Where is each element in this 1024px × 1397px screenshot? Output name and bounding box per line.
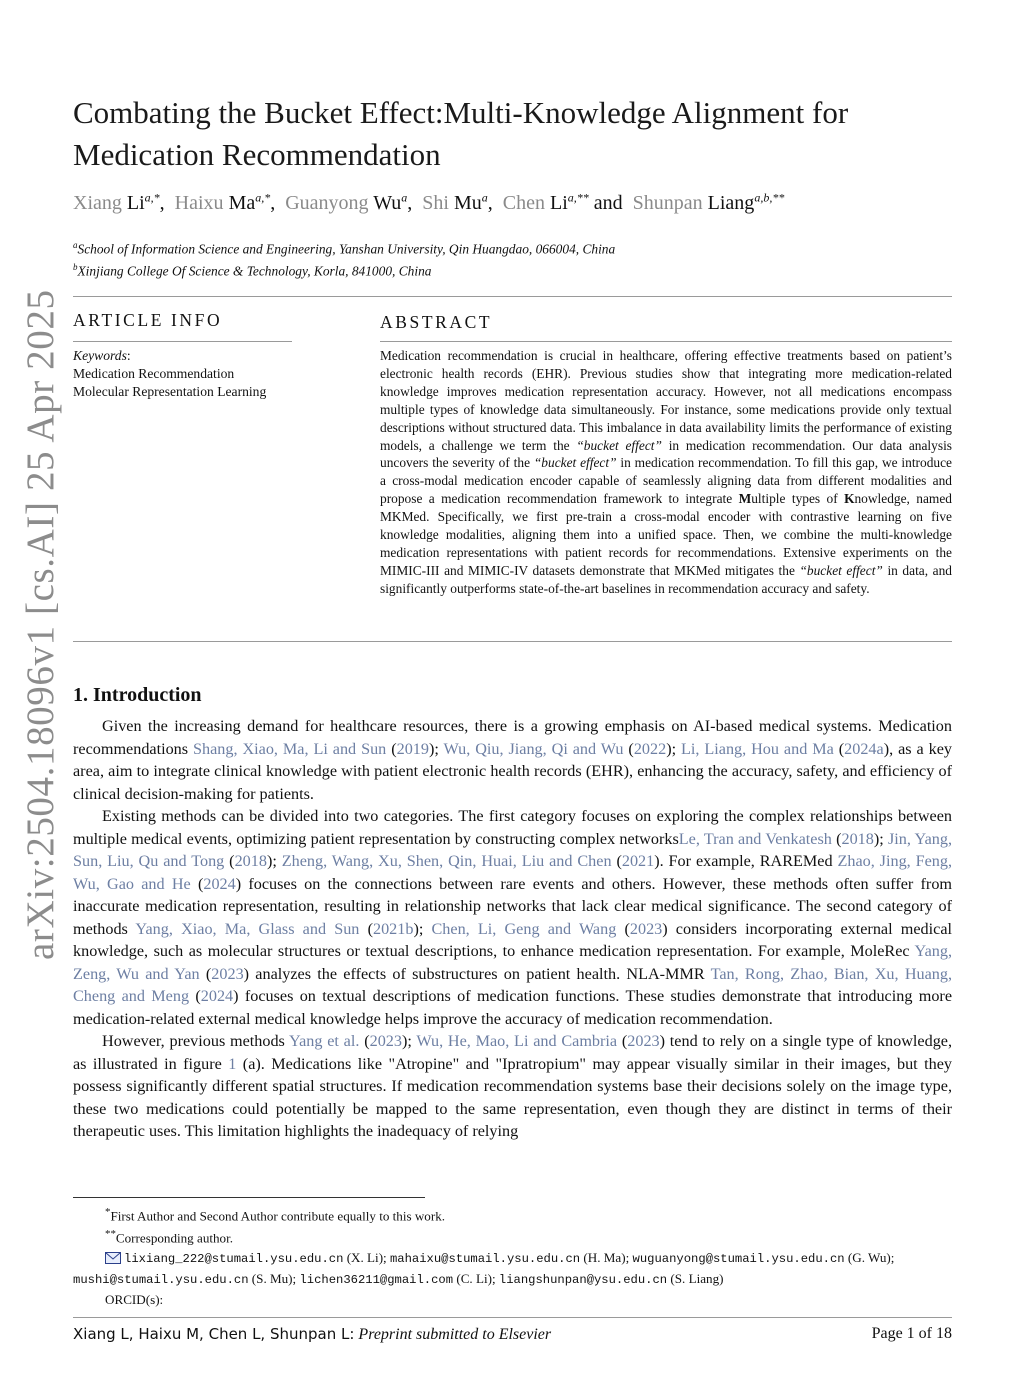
citation-link[interactable]: 2019 xyxy=(396,739,429,758)
text-run: ). For example, RAREMed xyxy=(654,852,838,870)
email-link[interactable]: wuguanyong@stumail.ysu.edu.cn xyxy=(632,1251,845,1266)
email-link[interactable]: lixiang_222@stumail.ysu.edu.cn xyxy=(124,1251,344,1266)
author-name: Shi Mu$^a$, xyxy=(422,190,493,214)
affiliation-b: $^b$Xinjiang College Of Science & Technology, Korla, 841000, China xyxy=(73,262,432,279)
abstract-divider xyxy=(73,641,952,642)
text-run: ( xyxy=(831,829,842,848)
citation-link[interactable]: 2023 xyxy=(627,1032,660,1050)
citation-link[interactable]: 2021 xyxy=(621,852,655,870)
page-number: Page 1 of 18 xyxy=(871,1325,952,1342)
citation-link[interactable]: Shang, Xiao, Ma, Li and Sun xyxy=(193,739,387,758)
abstract-text: Medication recommendation is crucial in healthcare, offering effective treatments based on patient’s electronic health records (EHR). Previous studies show that integrating more medication-related knowledge improves medication representation accuracy. However, not all medications encompass multiple types of knowledge data simultaneously. For instance, some medications provide only textual descriptions without structured data. This imbalance in data availability limits the performance of existing models, a challenge we term the “bucket effect” in medication recommendation. Our data analysis uncovers the severity of the “bucket effect” in medication recommendation. To fill this gap, we introduce a cross-modal medication encoder capable of seamlessly aligning data from different modalities and propose a medication recommendation framework to integrate Multiple types of Knowledge, named MKMed. Specifically, we first pre-train a cross-modal encoder with contrastive learning on five knowledge modalities, aligning them into a unified space. Then, we combine the multi-knowledge medication representations with patient records for recommendations. Extensive experiments on the MIMIC-III and MIMIC-IV datasets demonstrate that MKMed mitigates the “bucket effect” in data, and significantly outperforms state-of-the-art baselines in recommendation accuracy and safety. xyxy=(380,348,952,596)
affiliation-a: $^a$School of Information Science and Engineering, Yanshan University, Qin Huangdao, 066004, China xyxy=(73,240,616,257)
text-run: ) focuses on the connections between rare events and others. However, these methods often suffer from inaccurate medication representation, resulting in relationship networks that lack clear medical significance. The second category of methods xyxy=(73,874,953,938)
citation-link[interactable]: 2022 xyxy=(633,739,667,758)
footer-divider xyxy=(73,1317,952,1318)
page-footer xyxy=(73,1325,952,1344)
author-name: Haixu $Ma^{a,*}$, xyxy=(174,190,276,214)
article-info-rule xyxy=(73,341,292,342)
header-divider xyxy=(73,296,952,297)
paragraph xyxy=(73,805,952,1030)
citation-link[interactable]: 2023 xyxy=(369,1032,402,1050)
email-owner: (C. Li); xyxy=(453,1270,499,1286)
author-name: Guanyong Wu$^a$, xyxy=(285,190,413,214)
footer-authors: Xiang L, Haixu M, Chen L, Shunpan L: xyxy=(73,1325,355,1343)
author-name: Chen $Li^{a,**}$ and xyxy=(502,190,623,214)
text-run: ( xyxy=(386,739,397,758)
citation-link[interactable]: 2018 xyxy=(234,852,267,870)
text-run: ( xyxy=(224,852,235,870)
citation-link[interactable]: 1 xyxy=(228,1054,237,1073)
email-link[interactable]: liangshunpan@ysu.edu.cn xyxy=(498,1272,668,1287)
citation-link[interactable]: Wu, He, Mao, Li and Cambria xyxy=(416,1032,618,1050)
citation-link[interactable]: Tan, Rong, Zhao, Bian, Xu, Huang, Cheng and Meng xyxy=(73,964,953,1005)
footer-venue: Preprint submitted to Elsevier xyxy=(358,1326,552,1343)
text-run: However, previous methods xyxy=(102,1032,290,1050)
section-heading: 1. Introduction xyxy=(73,684,202,706)
text-run: ( xyxy=(359,919,373,938)
text-run: ( xyxy=(616,919,630,938)
keyword: Molecular Representation Learning xyxy=(73,384,267,399)
citation-link[interactable]: Zheng, Wang, Xu, Shen, Qin, Huai, Liu and Chen xyxy=(281,852,612,870)
author-name: Shunpan Liang$^{a,b,**}$ xyxy=(632,190,785,214)
paper-title: Combating the Bucket Effect:Multi-Knowledge Alignment for Medication Recommendation xyxy=(73,95,849,172)
footnote-corresponding: **Corresponding author. xyxy=(105,1228,234,1246)
citation-link[interactable]: 2023 xyxy=(211,964,244,983)
article-info-heading: ARTICLE INFO xyxy=(73,310,223,330)
citation-link[interactable]: Yang, Xiao, Ma, Glass and Sun xyxy=(135,919,360,938)
citation-link[interactable]: Li, Liang, Hou and Ma xyxy=(681,739,834,758)
email-owner: (S. Mu); xyxy=(248,1270,300,1286)
text-run: ); xyxy=(428,739,444,758)
text-run: ( xyxy=(359,1032,370,1050)
text-run: ); xyxy=(413,919,432,938)
text-run: s xyxy=(181,739,194,758)
author-name: Xiang $Li^{a,*}$, xyxy=(73,190,165,214)
text-run: ( xyxy=(617,1032,628,1050)
citation-link[interactable]: 2024 xyxy=(200,987,234,1005)
abstract-rule xyxy=(380,341,952,342)
footnote-emails xyxy=(73,1248,952,1290)
citation-link[interactable]: Yang, Zeng, Wu and Yan xyxy=(73,942,952,983)
text-run: Existing methods can be divided into two categories. The first category focuses on exploring the complex relationships between multiple medical events, optimizing patient representation by constructing complex networks xyxy=(73,807,952,848)
text-run: ); xyxy=(666,739,682,758)
abstract-heading: ABSTRACT xyxy=(380,312,493,332)
text-run: ) considers incorporating external medical knowledge, such as molecular structures or textual descriptions, to enhance medication representation. For example, MoleRec xyxy=(73,919,952,960)
email-link[interactable]: mahaixu@stumail.ysu.edu.cn xyxy=(389,1251,581,1266)
email-owner: (S. Liang) xyxy=(667,1270,724,1286)
citation-link[interactable]: Le, Tran and Venkatesh xyxy=(678,829,832,848)
text-run: ); xyxy=(401,1032,417,1050)
keywords-block: Keywords: Medication Recommendation Molecular Representation Learning xyxy=(73,347,313,401)
footnote-equal-contribution: *First Author and Second Author contribute equally to this work. xyxy=(105,1206,446,1224)
citation-link[interactable]: 2023 xyxy=(629,919,663,938)
citation-link[interactable]: Zhao, Jing, Feng, Wu, Gao and He xyxy=(73,852,953,893)
email-owner: (X. Li); xyxy=(343,1249,390,1265)
citation-link[interactable]: 2018 xyxy=(841,829,874,848)
text-run: ( xyxy=(189,987,201,1005)
text-run: ) analyzes the effects of substructures on patient health. NLA-MMR xyxy=(243,964,711,983)
paragraph xyxy=(73,1030,952,1143)
text-run: ); xyxy=(873,829,888,848)
text-run: ( xyxy=(190,874,204,893)
text-run: ( xyxy=(611,852,622,870)
citation-link[interactable]: Jin, Yang, Sun, Liu, Qu and Tong xyxy=(73,829,953,870)
arxiv-stamp: arXiv:2504.18096v1 [cs.AI] 25 Apr 2025 xyxy=(19,289,62,960)
keyword: Medication Recommendation xyxy=(73,366,235,381)
text-run: ); xyxy=(266,852,282,870)
text-run: Given the increasing demand for healthcare resources, there is a growing emphasis on AI-based medical systems. Medication recommendation xyxy=(73,717,952,758)
text-run: ( xyxy=(833,739,845,758)
citation-link[interactable]: Yang et al. xyxy=(289,1032,360,1050)
citation-link[interactable]: 2024 xyxy=(203,874,236,893)
paragraph xyxy=(73,715,952,805)
email-owner: (G. Wu); xyxy=(844,1249,895,1265)
footnotes xyxy=(73,1203,952,1309)
text-run: (a). Medications like "Atropine" and "Ipratropium" may appear visually similar in their images, but they possess significantly different spatial structures. If medication recommendation systems base their decisions solely on the image type, these two medications could potentially be mapped to the same representation, even though they are distinct in terms of their therapeutic uses. This limitation highlights the inadequacy of relying xyxy=(73,1054,952,1140)
email-link[interactable]: lichen36211@gmail.com xyxy=(299,1272,454,1287)
citation-link[interactable]: 2021b xyxy=(372,919,414,938)
citation-link[interactable]: Chen, Li, Geng and Wang xyxy=(431,919,617,938)
text-run: ), as a key area, aim to integrate clinical knowledge with patient electronic health records (EHR), enhancing the accuracy, safety, and efficiency of clinical decision-making for patients. xyxy=(73,739,952,803)
text-run: ( xyxy=(199,964,212,983)
text-run: ( xyxy=(623,739,634,758)
email-icon xyxy=(105,1250,121,1269)
author-list xyxy=(73,190,953,215)
footnote-orcid: ORCID(s): xyxy=(105,1291,164,1307)
citation-link[interactable]: 2024a xyxy=(844,739,884,758)
introduction-body xyxy=(73,715,952,1143)
citation-link[interactable]: Wu, Qiu, Jiang, Qi and Wu xyxy=(443,739,624,758)
text-run: ) tend to rely on a single type of knowledge, as illustrated in figure xyxy=(73,1032,953,1073)
keywords-label: Keywords xyxy=(73,348,127,363)
email-owner: (H. Ma); xyxy=(580,1249,633,1265)
text-run: ) focuses on textual descriptions of medication functions. These studies demonstrate that introducing more medication-related external medical knowledge helps improve the accuracy of medication recommendation. xyxy=(73,987,952,1028)
email-link[interactable]: mushi@stumail.ysu.edu.cn xyxy=(73,1272,249,1287)
footnote-rule xyxy=(73,1197,425,1198)
